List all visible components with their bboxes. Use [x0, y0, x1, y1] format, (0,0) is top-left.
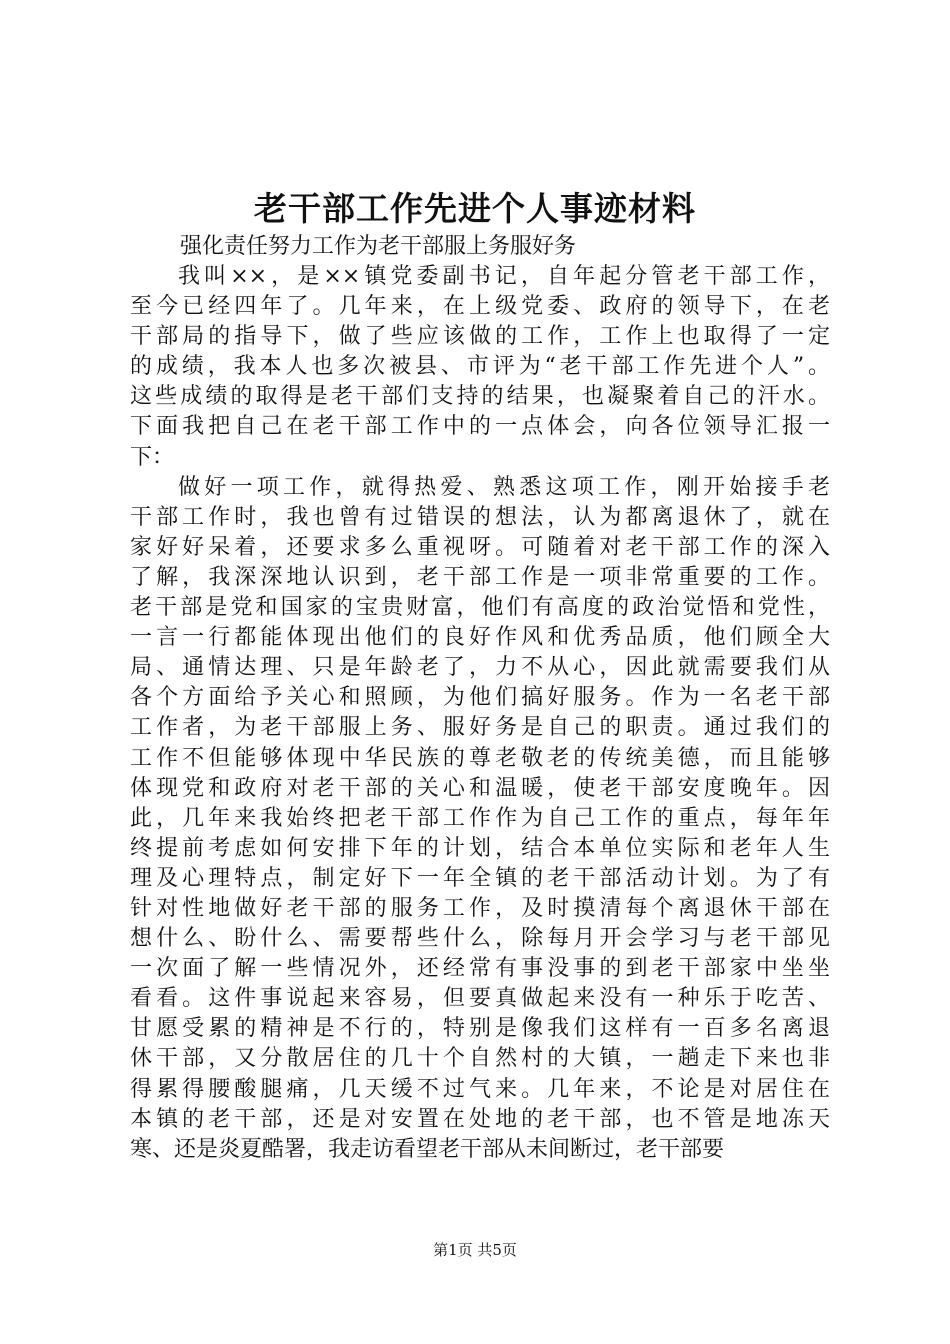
- paragraph-2-line: 一次面了解一些情况外，还经常有事没事的到老干部家中坐坐: [130, 956, 830, 982]
- paragraph-2-line: 针对性地做好老干部的服务工作，及时摸清每个离退休干部在: [130, 895, 830, 921]
- paragraph-2-line: 做好一项工作，就得热爱、熟悉这项工作，刚开始接手老: [178, 474, 830, 500]
- paragraph-2-line: 一言一行都能体现出他们的良好作风和优秀品质，他们顾全大: [130, 625, 830, 651]
- paragraph-2-line: 了解，我深深地认识到，老干部工作是一项非常重要的工作。: [130, 564, 830, 590]
- paragraph-2-line: 甘愿受累的精神是不行的，特别是像我们这样有一百多名离退: [130, 1016, 830, 1042]
- paragraph-2-line: 工作者，为老干部服上务、服好务是自己的职责。通过我们的: [130, 715, 830, 741]
- paragraph-2-line: 得累得腰酸腿痛，几天缓不过气来。几年来，不论是对居住在: [130, 1076, 830, 1102]
- paragraph-2-line: 干部工作时，我也曾有过错误的想法，认为都离退休了，就在: [130, 504, 830, 530]
- paragraph-1-line: 下面我把自己在老干部工作中的一点体会，向各位领导汇报一: [130, 414, 830, 440]
- paragraph-2-line: 本镇的老干部，还是对安置在处地的老干部，也不管是地冻天: [130, 1106, 830, 1132]
- paragraph-2-line: 理及心理特点，制定好下一年全镇的老干部活动计划。为了有: [130, 865, 830, 891]
- paragraph-2-line: 家好好呆着，还要求多么重视呀。可随着对老干部工作的深入: [130, 534, 830, 560]
- paragraph-1-line: 干部局的指导下，做了些应该做的工作，工作上也取得了一定: [130, 324, 830, 350]
- paragraph-2-line: 寒、还是炎夏酷署，我走访看望老干部从未间断过，老干部要: [130, 1136, 725, 1162]
- document-title: 老干部工作先进个人事迹材料: [254, 189, 696, 228]
- document-subtitle: 强化责任努力工作为老干部服上务服好务: [180, 234, 577, 259]
- document-body: [130, 262, 830, 1165]
- paragraph-2-line: 想什么、盼什么、需要帮些什么，除每月开会学习与老干部见: [130, 926, 830, 952]
- paragraph-1-line: 这些成绩的取得是老干部们支持的结果，也凝聚着自己的汗水。: [130, 384, 830, 410]
- paragraph-2-line: 工作不但能够体现中华民族的尊老敬老的传统美德，而且能够: [130, 745, 830, 771]
- paragraph-2-line: 各个方面给予关心和照顾，为他们搞好服务。作为一名老干部: [130, 685, 830, 711]
- paragraph-2-line: 体现党和政府对老干部的关心和温暖，使老干部安度晚年。因: [130, 775, 830, 801]
- paragraph-1-line: 下：: [130, 444, 175, 470]
- paragraph-1-line: 我叫××，是××镇党委副书记，自年起分管老干部工作，: [178, 264, 830, 289]
- page-number-footer: 第1页 共5页: [433, 1241, 517, 1259]
- paragraph-2-line: 休干部，又分散居住的几十个自然村的大镇，一趟走下来也非: [130, 1046, 830, 1072]
- paragraph-2-line: 看看。这件事说起来容易，但要真做起来没有一种乐于吃苦、: [130, 986, 830, 1012]
- paragraph-2-line: 此，几年来我始终把老干部工作作为自己工作的重点，每年年: [130, 805, 830, 831]
- paragraph-2-line: 终提前考虑如何安排下年的计划，结合本单位实际和老年人生: [130, 835, 830, 861]
- paragraph-2-line: 老干部是党和国家的宝贵财富，他们有高度的政治觉悟和党性，: [130, 595, 830, 621]
- paragraph-2-line: 局、通情达理、只是年龄老了，力不从心，因此就需要我们从: [130, 655, 830, 681]
- paragraph-1-line: 至今已经四年了。几年来，在上级党委、政府的领导下，在老: [130, 294, 830, 320]
- paragraph-1-line: 的成绩，我本人也多次被县、市评为“老干部工作先进个人”。: [130, 354, 830, 380]
